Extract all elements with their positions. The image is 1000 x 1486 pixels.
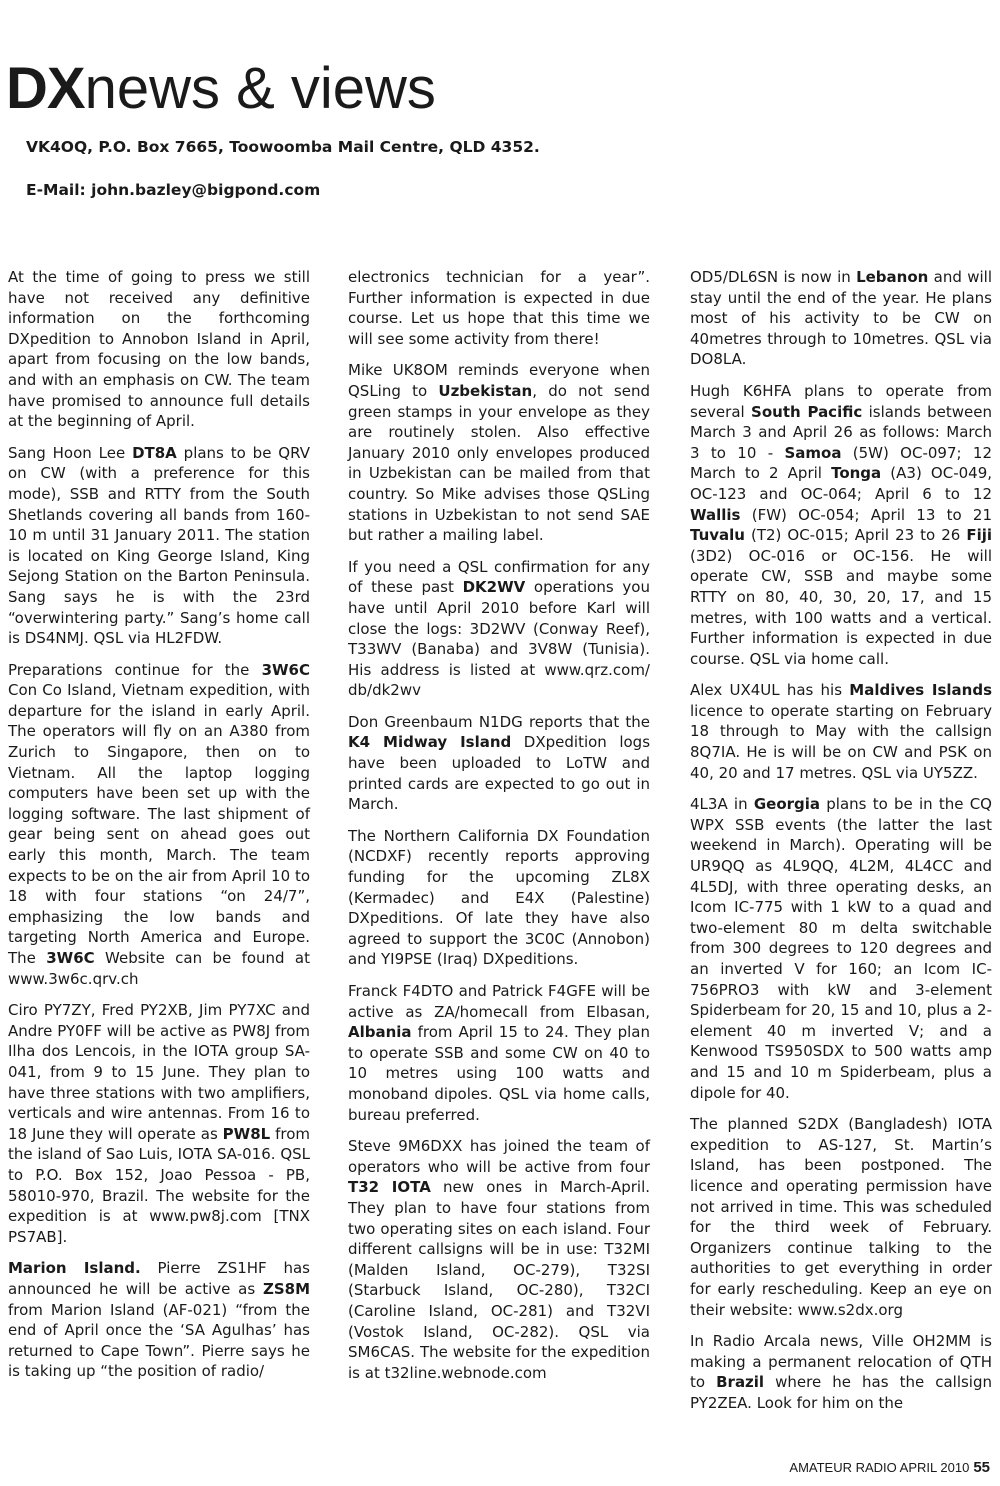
text-run: (5W) OC-097; 12 March to 2 April: [690, 443, 992, 483]
paragraph: [348, 826, 650, 970]
bold-text: Georgia: [753, 795, 821, 814]
contact-address: VK4OQ, P.O. Box 7665, Toowoomba Mail Centre, QLD 4352.: [26, 138, 540, 156]
paragraph: [690, 794, 992, 1103]
text-run: Alex UX4UL has his: [690, 681, 850, 700]
text-run: operations you have until April 2010 before Karl will close the logs: 3D2WV (Conway Reef), T33WV (Banaba) and 3V8W (Tunisia). His address is listed at www.qrz.com/ db/dk2wv: [348, 578, 650, 700]
bold-text: K4 Midway Island: [348, 733, 512, 752]
text-run: (A3) OC-049, OC-123 and OC-064; April 6 to 12: [690, 464, 993, 503]
text-run: licence to operate starting on February 18 through to May with the callsign 8Q7IA. He is will be on CW and PSK on 40, 20 and 17 metres. QSL via UY5ZZ.: [690, 701, 992, 782]
column-1: [8, 267, 310, 1393]
paragraph: [348, 267, 650, 349]
paragraph: [348, 557, 650, 701]
bold-text: South Pacific: [751, 402, 863, 421]
bold-text: DT8A: [132, 443, 177, 462]
text-run: (T2) OC-015; April 23 to 26: [744, 526, 967, 545]
text-run: Sang Hoon Lee: [8, 443, 133, 462]
bold-text: 3W6C: [261, 660, 310, 679]
text-run: The planned S2DX (Bangladesh) IOTA expedition to AS-127, St. Martin’s Island, has been postponed. The licence and operating permission have not arrived in time. This was scheduled for the third week of February. Organizers continue talking to the authorities to get everything in order for early rescheduling. Keep an eye on their website: www.s2dx.org: [690, 1115, 992, 1319]
paragraph: [8, 443, 310, 649]
text-run: Don Greenbaum N1DG reports that the: [348, 712, 650, 731]
text-run: from the island of Sao Luis, IOTA SA-016. QSL to P.O. Box 152, Joao Pessoa - PB, 58010-970, Brazil. The website for the expedition is at www.pw8j.com [TNX PS7AB].: [8, 1124, 310, 1246]
paragraph: [8, 660, 310, 990]
text-run: where he has the callsign PY2ZEA. Look for him on the: [690, 1373, 993, 1412]
text-run: from April 15 to 24. They plan to operate SSB and some CW on 40 to 10 metres using 100 watts and monoband dipoles. QSL via home calls, bureau preferred.: [348, 1023, 650, 1124]
contact-email: E-Mail: john.bazley@bigpond.com: [26, 181, 321, 199]
text-run: islands between March 3 and April 26 as follows: March 3 to 10 -: [690, 402, 992, 462]
text-run: (FW) OC-054; April 13 to 21: [740, 505, 992, 524]
text-run: plans to be QRV on CW (with a preference for this mode), SSB and RTTY from the South Shetlands covering all bands from 160-10 m until 31 January 2011. The station is located on King George Island, King Sejong Station on the Barton Peninsula. Sang says he is with the 23rd “overwintering party.” Sang’s home call is DS4NMJ. QSL via HL2FDW.: [8, 443, 310, 648]
text-run: OD5/DL6SN is now in: [690, 268, 857, 286]
text-run: If you need a QSL confirmation for any of these past: [348, 557, 650, 597]
paragraph: [690, 1331, 992, 1413]
bold-text: Fiji: [966, 526, 992, 545]
text-run: new ones in March-April. They plan to have four stations from two operating sites on each island. Four different callsigns will be in use: T32MI (Malden Island, OC-279), T32SI (Starbuck Island, OC-280), T32CI (Caroline Island, OC-281) and T32VI (Vostok Island, OC-282). QSL via SM6CAS. The website for the expedition is at t32line.webnode.com: [348, 1178, 651, 1382]
bold-text: Maldives Islands: [849, 681, 992, 700]
page-footer: [789, 1459, 990, 1476]
text-run: (3D2) OC-016 or OC-156. He will operate CW, SSB and maybe some RTTY on 80, 40, 30, 20, 17, and 15 metres, with 100 watts and a vertical. Further information is expected in due course. QSL via home call.: [690, 546, 992, 668]
bold-text: Tuvalu: [690, 526, 745, 545]
paragraph: [690, 680, 992, 783]
text-run: Steve 9M6DXX has joined the team of operators who will be active from four: [348, 1137, 650, 1176]
paragraph: [348, 1136, 650, 1383]
text-run: Preparations continue for the: [8, 660, 262, 679]
bold-text: Uzbekistan: [438, 381, 533, 400]
text-run: In Radio Arcala news, Ville OH2MM is making a permanent relocation of QTH to: [690, 1332, 992, 1392]
paragraph: [348, 712, 650, 815]
title-rest: news & views: [84, 56, 436, 121]
text-run: 4L3A in: [690, 795, 754, 814]
paragraph: [8, 1000, 310, 1247]
text-run: At the time of going to press we still have not received any definitive information on the forthcoming DXpedition to Annobon Island in April, apart from focusing on the low bands, and with an emphasis on CW. The team have promised to announce full details at the beginning of April.: [8, 268, 310, 431]
paragraph: [8, 1258, 310, 1382]
bold-text: Albania: [348, 1023, 412, 1042]
page-title: [6, 56, 436, 121]
bold-text: Lebanon: [856, 268, 929, 286]
text-run: Website can be found at www.3w6c.qrv.ch: [8, 949, 310, 988]
paragraph: [690, 381, 992, 669]
bold-text: T32 IOTA: [348, 1178, 431, 1197]
text-run: Mike UK8OM reminds everyone when QSLing to: [348, 361, 650, 400]
paragraph: [348, 360, 650, 545]
text-run: Ciro PY7ZY, Fred PY2XB, Jim PY7XC and Andre PY0FF will be active as PW8J from Ilha dos Lencois, in the IOTA group SA-041, from 9 to 15 June. They plan to have three stations with two amplifiers, verticals and wire antennas. From 16 to 18 June they will operate as: [8, 1001, 310, 1143]
bold-text: Brazil: [716, 1373, 765, 1392]
text-run: electronics technician for a year”. Further information is expected in due course. Let us hope that this time we will see some activity from there!: [348, 268, 650, 348]
title-dx: DX: [6, 56, 85, 121]
paragraph: [690, 267, 992, 370]
text-run: DXpedition logs have been uploaded to LoTW and printed cards are expected to go out in March.: [348, 733, 651, 814]
text-run: Con Co Island, Vietnam expedition, with departure for the island in early April. The operators will fly on an A380 from Zurich to Singapore, then on to Vietnam. All the laptop logging computers have been set up with the logging software. The last shipment of gear being sent on ahead goes out early this month, March. The team expects to be on the air from April 10 to 18 with four stations “on 24/7”, emphasizing the low bands and targeting North America and Europe. The: [8, 681, 310, 967]
text-run: and will stay until the end of the year. He plans most of his activity to be CW on 40metres through to 10metres. QSL via DO8LA.: [690, 268, 992, 369]
bold-text: Marion Island.: [8, 1259, 141, 1278]
text-run: plans to be in the CQ WPX SSB events (the latter the last weekend in March). Operating will be UR9QQ as 4L9QQ, 4L2M, 4L4CC and 4L5DJ, with three operating desks, an Icom IC-775 with 1 kW to a quad and two-element 80 m delta switchable from 300 degrees to 120 degrees and an inverted V for 160; an Icom IC-756PRO3 with kW and 3-element Spiderbeam for 20, 15 and 10, plus a 2-element 40 m inverted V; and a Kenwood TS950SDX to 500 watts amp and 15 and 10 m Spiderbeam, plus a dipole for 40.: [690, 795, 992, 1102]
column-2: [348, 267, 650, 1394]
bold-text: Wallis: [690, 505, 741, 524]
bold-text: PW8L: [222, 1124, 271, 1143]
paragraph: [348, 981, 650, 1125]
bold-text: DK2WV: [462, 578, 526, 597]
bold-text: 3W6C: [46, 949, 95, 967]
bold-text: Tonga: [831, 464, 882, 483]
bold-text: ZS8M: [262, 1279, 310, 1298]
text-run: , do not send green stamps in your envelope as they are routinely stolen. Also effective January 2010 only envelopes produced in Uzbekistan can be mailed from that country. So Mike advises those QSLing stations in Uzbekistan to not send SAE but rather a mailing label.: [348, 381, 650, 545]
column-3: [690, 267, 992, 1424]
text-run: Franck F4DTO and Patrick F4GFE will be active as ZA/homecall from Elbasan,: [348, 982, 650, 1021]
paragraph: [690, 1114, 992, 1320]
footer-magazine: AMATEUR RADIO APRIL 2010: [789, 1460, 970, 1475]
text-run: The Northern California DX Foundation (NCDXF) recently reports approving funding for the upcoming ZL8X (Kermadec) and E4X (Palestine) DXpeditions. Of late they have also agreed to support the 3C0C (Annobon) and YI9PSE (Iraq) DXpeditions.: [348, 826, 650, 969]
text-run: from Marion Island (AF-021) “from the end of April once the ‘SA Agulhas’ has returned to Cape Town”. Pierre says he is taking up “the position of radio/: [8, 1300, 310, 1381]
paragraph: [8, 267, 310, 432]
bold-text: Samoa: [784, 443, 842, 462]
text-run: Pierre ZS1HF has announced he will be active as: [8, 1259, 310, 1298]
text-run: Hugh K6HFA plans to operate from several: [690, 381, 992, 421]
page-number: 55: [973, 1459, 990, 1476]
